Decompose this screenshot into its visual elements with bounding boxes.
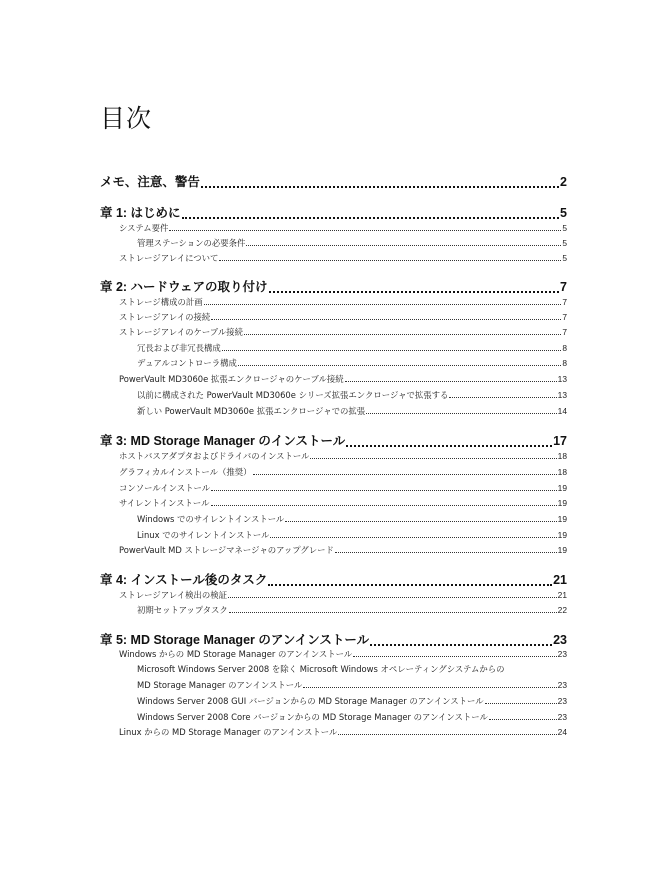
leader-dots bbox=[229, 612, 557, 613]
toc-entry-label: Linux でのサイレントインストール bbox=[137, 530, 270, 540]
toc-entry-page: 19 bbox=[557, 545, 567, 555]
toc-entry-label: ストレージアレイについて bbox=[119, 253, 219, 263]
toc-entry-page: 13 bbox=[557, 374, 567, 384]
leader-dots bbox=[489, 719, 557, 720]
toc-entry-chapter-4[interactable] bbox=[100, 572, 567, 588]
toc-entry-page: 18 bbox=[557, 467, 567, 477]
toc-entry[interactable] bbox=[137, 405, 567, 417]
toc-entry-label: ストレージアレイのケーブル接続 bbox=[119, 327, 243, 337]
toc-entry-page: 2 bbox=[560, 175, 567, 189]
toc-entry-label: Linux からの MD Storage Manager のアンインストール bbox=[119, 727, 338, 737]
toc-entry-page: 23 bbox=[553, 633, 567, 647]
toc-entry-notes[interactable] bbox=[100, 174, 567, 190]
toc-entry[interactable] bbox=[137, 237, 567, 249]
toc-entry-label: Windows Server 2008 Core バージョンからの MD Storage Manager のアンインストール bbox=[137, 712, 488, 722]
toc-entry[interactable] bbox=[119, 450, 567, 462]
toc-entry-page: 23 bbox=[557, 680, 567, 690]
toc-entry-label: Windows でのサイレントインストール bbox=[137, 514, 285, 524]
toc-entry[interactable] bbox=[119, 373, 567, 385]
toc-entry-label: ストレージアレイの接続 bbox=[119, 312, 211, 322]
toc-entry-chapter-3[interactable] bbox=[100, 433, 567, 449]
toc-entry-page: 21 bbox=[553, 573, 567, 587]
toc-entry-page: 19 bbox=[557, 483, 567, 493]
toc-entry[interactable] bbox=[119, 726, 567, 738]
toc-entry-page: 8 bbox=[562, 343, 567, 353]
toc-entry-label: ストレージアレイ検出の検証 bbox=[119, 590, 227, 600]
toc-entry-page: 7 bbox=[562, 312, 567, 322]
toc-entry[interactable] bbox=[119, 648, 567, 660]
toc-entry[interactable] bbox=[119, 544, 567, 556]
toc-entry[interactable] bbox=[119, 589, 567, 601]
toc-entry-label: ホストバスアダプタおよびドライバのインストール bbox=[119, 451, 310, 461]
leader-dots bbox=[204, 304, 562, 305]
leader-dots bbox=[449, 397, 556, 398]
toc-entry[interactable] bbox=[137, 711, 567, 723]
toc-entry-label: 章 1: はじめに bbox=[100, 206, 181, 220]
toc-entry-page: 22 bbox=[557, 605, 567, 615]
toc-entry-label: Windows からの MD Storage Manager のアンインストール bbox=[119, 649, 353, 659]
leader-dots bbox=[310, 458, 556, 459]
toc-entry[interactable] bbox=[137, 389, 567, 401]
toc-entry-label: 新しい PowerVault MD3060e 拡張エンクロージャでの拡張 bbox=[137, 406, 366, 416]
toc-entry-label: 管理ステーションの必要条件 bbox=[137, 238, 246, 248]
toc-entry[interactable] bbox=[119, 497, 567, 509]
toc-entry-page: 23 bbox=[557, 696, 567, 706]
leader-dots bbox=[285, 521, 556, 522]
toc-entry[interactable] bbox=[137, 695, 567, 707]
toc-entry-label: 冗長および非冗長構成 bbox=[137, 343, 221, 353]
toc-entry[interactable] bbox=[119, 222, 567, 234]
toc-entry-label: メモ、注意、警告 bbox=[100, 175, 200, 189]
toc-entry-chapter-5[interactable] bbox=[100, 632, 567, 648]
toc-entry-chapter-2[interactable] bbox=[100, 279, 567, 295]
toc-entry-label: 章 2: ハードウェアの取り付け bbox=[100, 280, 268, 294]
toc-entry-page: 7 bbox=[562, 297, 567, 307]
toc-entry-label: PowerVault MD ストレージマネージャのアップグレード bbox=[119, 545, 334, 555]
leader-dots bbox=[244, 334, 561, 335]
toc-entry-label: MD Storage Manager のアンインストール bbox=[137, 680, 303, 690]
toc-entry-chapter-1[interactable] bbox=[100, 205, 567, 221]
leader-dots bbox=[211, 505, 557, 506]
toc-entry-label: 章 5: MD Storage Manager のアンインストール bbox=[100, 633, 370, 647]
toc-title: 目次 bbox=[100, 104, 153, 133]
leader-dots bbox=[485, 703, 557, 704]
toc-entry-page: 19 bbox=[557, 530, 567, 540]
toc-entry-label: グラフィカルインストール（推奨） bbox=[119, 467, 252, 477]
leader-dots bbox=[345, 381, 557, 382]
toc-entry-label: 章 4: インストール後のタスク bbox=[100, 573, 268, 587]
leader-dots bbox=[353, 656, 556, 657]
toc-entry-label: ストレージ構成の計画 bbox=[119, 297, 203, 307]
leader-dots bbox=[366, 413, 557, 414]
leader-dots bbox=[253, 474, 557, 475]
leader-dots bbox=[201, 186, 559, 188]
toc-entry-label: 章 3: MD Storage Manager のインストール bbox=[100, 434, 346, 448]
leader-dots bbox=[370, 644, 552, 646]
toc-entry-page: 17 bbox=[553, 434, 567, 448]
toc-entry[interactable] bbox=[119, 466, 567, 478]
toc-entry-page: 21 bbox=[557, 590, 567, 600]
toc-entry-page: 19 bbox=[557, 514, 567, 524]
toc-entry-wrapped-line[interactable]: Microsoft Windows Server 2008 を除く Microsoft Windows オペレーティングシステムからの bbox=[137, 664, 505, 674]
leader-dots bbox=[169, 230, 561, 231]
toc-entry-label: 以前に構成された PowerVault MD3060e シリーズ拡張エンクロージャで拡張する bbox=[137, 390, 449, 400]
toc-entry[interactable] bbox=[137, 357, 567, 369]
leader-dots bbox=[338, 734, 556, 735]
leader-dots bbox=[268, 584, 552, 586]
toc-entry-page: 7 bbox=[560, 280, 567, 294]
toc-entry-page: 5 bbox=[562, 253, 567, 263]
leader-dots bbox=[270, 537, 556, 538]
toc-entry[interactable] bbox=[119, 311, 567, 323]
toc-entry[interactable] bbox=[137, 604, 567, 616]
toc-entry-label: Windows Server 2008 GUI バージョンからの MD Storage Manager のアンインストール bbox=[137, 696, 484, 706]
leader-dots bbox=[182, 217, 559, 219]
leader-dots bbox=[211, 490, 557, 491]
leader-dots bbox=[228, 597, 557, 598]
toc-entry-page: 5 bbox=[562, 238, 567, 248]
toc-entry-label: システム要件 bbox=[119, 223, 169, 233]
toc-entry[interactable] bbox=[137, 342, 567, 354]
toc-entry-label: コンソールインストール bbox=[119, 483, 211, 493]
toc-entry-page: 13 bbox=[557, 390, 567, 400]
toc-entry[interactable] bbox=[119, 252, 567, 264]
leader-dots bbox=[269, 291, 559, 293]
toc-entry[interactable] bbox=[119, 296, 567, 308]
leader-dots bbox=[219, 260, 561, 261]
toc-entry[interactable] bbox=[119, 326, 567, 338]
toc-entry-label: 初期セットアップタスク bbox=[137, 605, 228, 615]
toc-entry-page: 18 bbox=[557, 451, 567, 461]
toc-entry-label: デュアルコントローラ構成 bbox=[137, 358, 237, 368]
toc-entry[interactable] bbox=[137, 529, 567, 541]
toc-entry-page: 5 bbox=[562, 223, 567, 233]
toc-entry-page: 19 bbox=[557, 498, 567, 508]
leader-dots bbox=[222, 350, 562, 351]
leader-dots bbox=[246, 245, 561, 246]
toc-entry-page: 23 bbox=[557, 712, 567, 722]
toc-entry[interactable] bbox=[137, 679, 567, 691]
toc-entry-page: 24 bbox=[557, 727, 567, 737]
toc-entry[interactable] bbox=[119, 482, 567, 494]
toc-entry-label: サイレントインストール bbox=[119, 498, 210, 508]
leader-dots bbox=[303, 687, 556, 688]
toc-entry-page: 5 bbox=[560, 206, 567, 220]
toc-entry-label: PowerVault MD3060e 拡張エンクロージャのケーブル接続 bbox=[119, 374, 344, 384]
leader-dots bbox=[346, 445, 552, 447]
toc-entry-page: 14 bbox=[557, 406, 567, 416]
leader-dots bbox=[238, 365, 561, 366]
leader-dots bbox=[335, 552, 557, 553]
toc-entry-page: 7 bbox=[562, 327, 567, 337]
toc-entry-page: 23 bbox=[557, 649, 567, 659]
toc-entry-page: 8 bbox=[562, 358, 567, 368]
toc-entry[interactable] bbox=[137, 513, 567, 525]
leader-dots bbox=[211, 319, 561, 320]
